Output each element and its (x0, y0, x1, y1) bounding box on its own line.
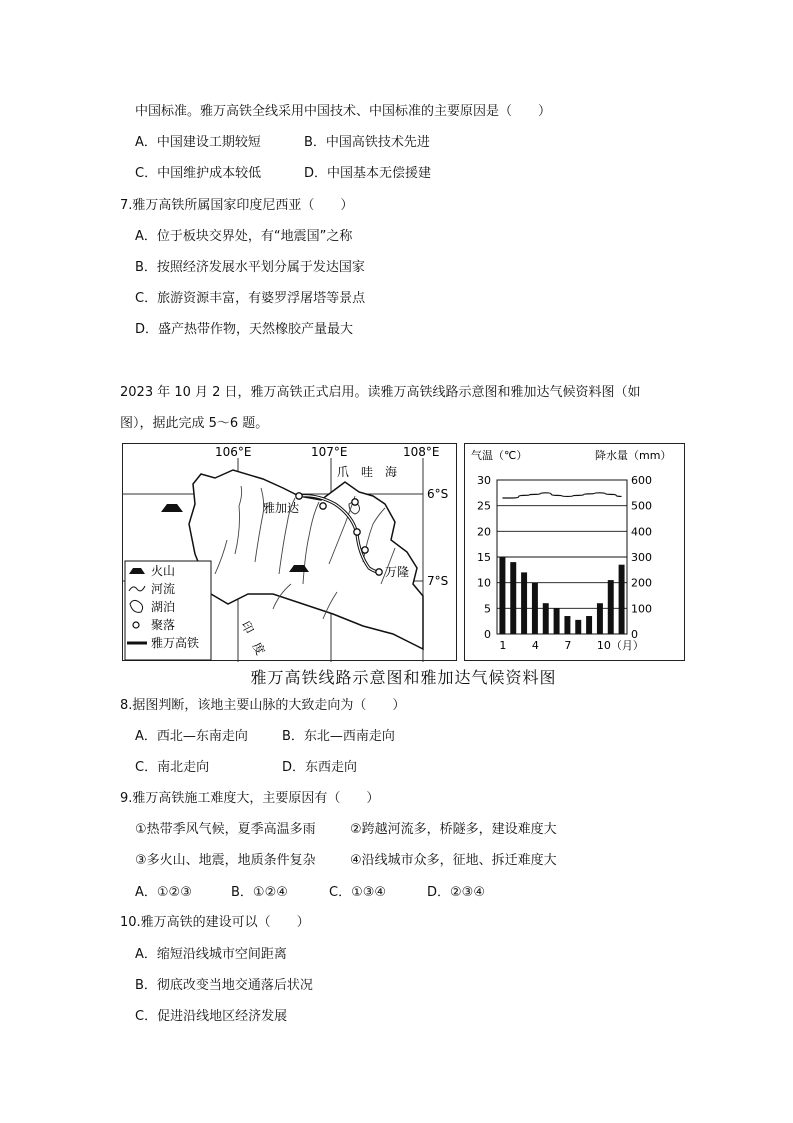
right-tick-label: 0 (631, 628, 638, 641)
route-map-svg (123, 444, 458, 662)
city-label-bandung: 万隆 (385, 565, 410, 579)
ocean-label: 印 度 洋 (238, 618, 279, 662)
left-tick-label: 20 (477, 525, 491, 539)
question-6-stem: 中国标准。雅万高铁全线采用中国技术、中国标准的主要原因是（ ） (135, 104, 552, 119)
q6-option-a: A．中国建设工期较短 (135, 135, 261, 150)
precipitation-bar (521, 572, 527, 634)
precipitation-bar (619, 565, 625, 634)
settlement-dot (320, 503, 326, 509)
q9-option-c: C．①③④ (329, 885, 387, 900)
q8-option-d: D．东西走向 (282, 760, 358, 775)
chart-left-axis-title: 气温（℃） (471, 449, 528, 462)
settlement-dot (296, 493, 302, 499)
right-tick-label: 200 (631, 576, 652, 590)
left-tick-label: 10 (477, 576, 491, 590)
question-7-stem: 7.雅万高铁所属国家印度尼西亚（ ） (120, 198, 354, 213)
question-10-stem: 10.雅万高铁的建设可以（ ） (120, 915, 310, 930)
q9-statement-3: ③多火山、地震，地质条件复杂 (135, 853, 316, 868)
q10-option-c: C．促进沿线地区经济发展 (135, 1009, 288, 1024)
q8-option-c: C．南北走向 (135, 760, 210, 775)
legend-volcano-label: 火山 (151, 564, 176, 578)
map-legend (125, 561, 211, 660)
precipitation-bar (608, 580, 614, 634)
right-tick-label: 100 (631, 602, 652, 616)
precipitation-bar (564, 616, 570, 634)
climate-chart-svg (465, 444, 686, 662)
q9-statement-2: ②跨越河流多，桥隧多，建设难度大 (350, 822, 557, 837)
q8-option-a: A．西北—东南走向 (135, 729, 248, 744)
climate-chart (464, 443, 685, 661)
precipitation-bar (586, 616, 592, 634)
q9-option-a: A．①②③ (135, 885, 192, 900)
q6-option-c: C．中国维护成本较低 (135, 166, 262, 181)
right-tick-label: 300 (631, 551, 652, 564)
figure (122, 443, 685, 687)
q9-option-d: D．②③④ (427, 885, 485, 900)
question-9-stem: 9.雅万高铁施工难度大，主要原因有（ ） (120, 791, 380, 806)
precipitation-bar (554, 608, 560, 634)
precipitation-bar (597, 603, 603, 634)
settlement-dot (362, 547, 368, 553)
precipitation-bar (532, 583, 538, 634)
lon-label-107: 107°E (311, 445, 348, 459)
right-tick-label: 500 (631, 499, 652, 513)
settlement-dot (376, 569, 382, 575)
x-tick-label: 7 (564, 639, 572, 652)
precipitation-bar (499, 557, 505, 634)
settlement-dot (354, 529, 360, 535)
q10-option-b: B．彻底改变当地交通落后状况 (135, 978, 313, 993)
legend-settlement-icon (133, 622, 139, 628)
figure-caption: 雅万高铁线路示意图和雅加达气候资料图 (250, 668, 557, 687)
q9-option-b: B．①②④ (231, 885, 288, 900)
right-tick-label: 600 (631, 474, 652, 487)
material-text-line2: 图），据此完成 5～6 题。 (120, 416, 269, 431)
q7-option-c: C．旅游资源丰富，有婆罗浮屠塔等景点 (135, 291, 366, 306)
sea-label: 爪 哇 海 (337, 465, 398, 479)
q6-option-d: D．中国基本无偿援建 (304, 166, 432, 181)
q7-option-b: B．按照经济发展水平划分属于发达国家 (135, 260, 365, 275)
q6-option-b: B．中国高铁技术先进 (304, 135, 430, 150)
chart-right-axis-title: 降水量（mm） (595, 449, 672, 462)
left-tick-label: 15 (477, 551, 491, 564)
q7-option-d: D．盛产热带作物，天然橡胶产量最大 (135, 322, 354, 337)
lon-label-108: 108°E (403, 445, 440, 459)
precipitation-bar (510, 562, 516, 634)
legend-settlement-label: 聚落 (151, 618, 176, 632)
legend-railway-label: 雅万高铁 (151, 636, 200, 650)
x-tick-label: 1 (499, 639, 507, 652)
route-map (122, 443, 457, 661)
material-text-line1: 2023 年 10 月 2 日，雅万高铁正式启用。读雅万高铁线路示意图和雅加达气候资料图（如 (120, 385, 641, 400)
q9-statement-1: ①热带季风气候，夏季高温多雨 (135, 822, 316, 837)
legend-lake-label: 湖泊 (151, 600, 176, 614)
x-tick-label: 4 (531, 639, 539, 652)
precipitation-bar (543, 603, 549, 634)
q7-option-a: A．位于板块交界处，有“地震国”之称 (135, 229, 353, 244)
right-tick-label: 400 (631, 525, 652, 539)
volcano-icon (161, 504, 183, 512)
q9-statement-4: ④沿线城市众多，征地、拆迁难度大 (350, 853, 557, 868)
left-tick-label: 25 (477, 499, 491, 513)
q10-option-a: A．缩短沿线城市空间距离 (135, 947, 287, 962)
question-8-stem: 8.据图判断，该地主要山脉的大致走向为（ ） (120, 698, 406, 713)
lat-label-7s: 7°S (427, 574, 449, 588)
left-tick-label: 5 (484, 602, 491, 616)
legend-river-label: 河流 (151, 582, 176, 596)
temperature-line (502, 493, 621, 498)
left-tick-label: 0 (484, 628, 491, 641)
lat-label-6s: 6°S (427, 487, 449, 501)
x-tick-label: 10（月） (596, 639, 644, 652)
left-tick-label: 30 (477, 474, 491, 487)
precipitation-bar (575, 620, 581, 634)
lon-label-106: 106°E (215, 445, 252, 459)
settlement-dot (352, 499, 358, 505)
q8-option-b: B．东北—西南走向 (282, 729, 395, 744)
city-label-jakarta: 雅加达 (263, 501, 300, 515)
